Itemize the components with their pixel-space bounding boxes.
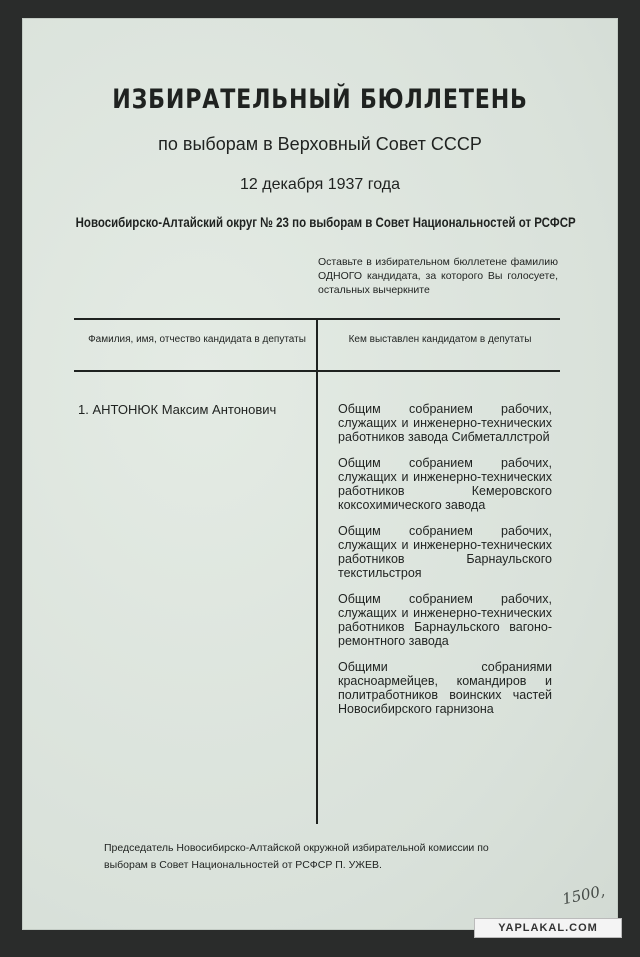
voting-instruction: Оставьте в избирательном бюллетене фамилию ОДНОГО кандидата, за которого Вы голосуете, остальных вычеркните [318,256,558,296]
electoral-district: Новосибирско-Алтайский округ № 23 по выборам в Совет Национальностей от РСФСР [75,214,576,230]
ballot-title: ИЗБИРАТЕЛЬНЫЙ БЮЛЛЕТЕНЬ [112,84,528,115]
commission-chair-signature: Председатель Новосибирско-Алтайской окружной избирательной комиссии по выборам в Совет Национальностей от РСФСР П. УЖЕВ. [104,842,489,871]
table-column-divider [316,320,318,824]
nominator-entry: Общим собранием рабочих, служащих и инженерно-технических работников завода Сибметаллстрой [338,402,552,444]
column-header-nominated-by: Кем выставлен кандидатом в депутаты [348,334,532,345]
nominator-entry: Общими собраниями красноармейцев, командиров и политработников воинских частей Новосибирского гарнизона [338,660,552,716]
ballot-subtitle: по выборам в Верховный Совет СССР [158,134,482,154]
nominator-entry: Общим собранием рабочих, служащих и инженерно-технических работников Барнаульского текстильстроя [338,524,552,580]
pencil-price-note: 1500, [560,881,607,909]
nominators-list [338,402,552,728]
election-date: 12 декабря 1937 года [239,176,401,193]
ballot-sheet [22,18,618,930]
nominator-entry: Общим собранием рабочих, служащих и инженерно-технических работников Барнаульского вагоно-ремонтного завода [338,592,552,648]
column-header-candidate: Фамилия, имя, отчество кандидата в депутаты [88,334,306,345]
candidate-name: 1. АНТОНЮК Максим Антонович [78,402,277,417]
nominator-entry: Общим собранием рабочих, служащих и инженерно-технических работников Кемеровского коксохимического завода [338,456,552,512]
site-watermark: YAPLAKAL.COM [474,918,622,938]
